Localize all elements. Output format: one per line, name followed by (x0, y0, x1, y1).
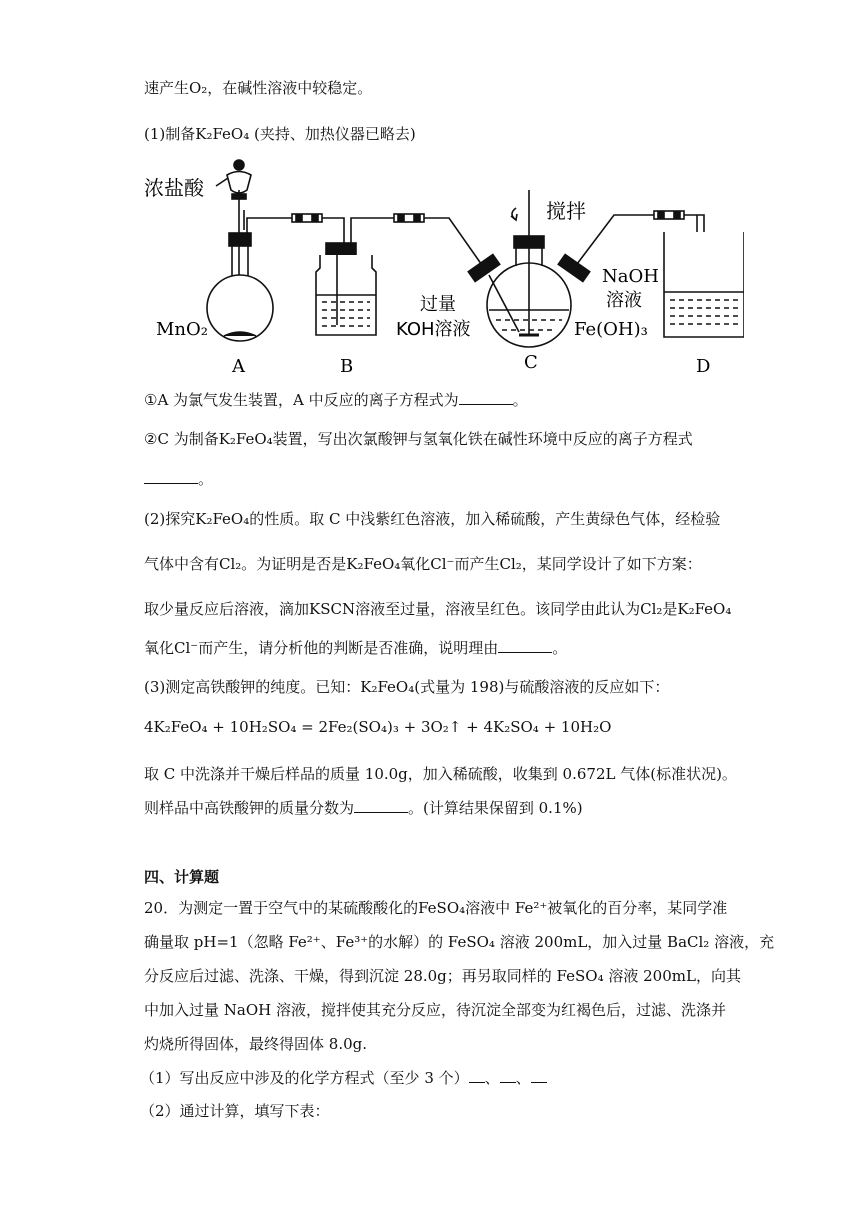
label-d: D (696, 356, 711, 377)
label-b: B (340, 356, 354, 377)
problem-20-part-2: （2）通过计算，填写下表： (140, 1102, 330, 1120)
label-excess: 过量 (420, 294, 456, 315)
flask-a (207, 210, 273, 341)
label-stir: 搅拌 (546, 199, 586, 223)
label-c: C (524, 352, 538, 373)
bottle-b (316, 218, 394, 335)
problem-20-part-1: （1）写出反应中涉及的化学方程式（至少 3 个） 、 、 (140, 1067, 547, 1088)
answer-blank[interactable] (144, 471, 198, 484)
problem-20-line-1: 20．为测定一置于空气中的某硫酸酸化的FeSO₄溶液中 Fe²⁺被氧化的百分率，某同学准 (144, 899, 728, 917)
question-1a: ①A 为氯气发生装置，A 中反应的离子方程式为 。 (144, 391, 528, 409)
problem-20-line-3: 分反应后过滤、洗涤、干燥，得到沉淀 28.0g；再另取同样的 FeSO₄ 溶液 200mL，向其 (144, 967, 741, 985)
question-2c: 取少量反应后溶液，滴加KSCN溶液至过量，溶液呈红色。该同学由此认为Cl₂是K₂FeO₄ (144, 600, 732, 618)
question-3c: 则样品中高铁酸钾的质量分数为 。(计算结果保留到 0.1%) (144, 799, 583, 817)
answer-blank[interactable] (469, 1070, 485, 1083)
label-a: A (232, 356, 245, 377)
section-heading: 四、计算题 (144, 868, 220, 886)
label-naoh-solution: 溶液 (606, 290, 642, 311)
answer-blank[interactable] (500, 1070, 516, 1083)
beaker-d (664, 232, 744, 337)
question-3a: (3)测定高铁酸钾的纯度。已知：K₂FeO₄(式量为 198)与硫酸溶液的反应如下： (144, 678, 670, 696)
question-1b: ②C 为制备K₂FeO₄装置，写出次氯酸钾与氢氧化铁在碱性环境中反应的离子方程式 (144, 430, 693, 448)
problem-20-line-2: 确量取 pH=1（忽略 Fe²⁺、Fe³⁺的水解）的 FeSO₄ 溶液 200mL，加入过量 BaCl₂ 溶液，充 (144, 933, 775, 951)
equation: 4K₂FeO₄ + 10H₂SO₄ = 2Fe₂(SO₄)₃ + 3O₂↑ + 4K₂SO₄ + 10H₂O (144, 718, 612, 736)
label-naoh: NaOH (602, 266, 659, 287)
problem-20-line-4: 中加入过量 NaOH 溶液，搅拌使其充分反应，待沉淀全部变为红褐色后，过滤、洗涤并 (144, 1001, 726, 1019)
question-2b: 气体中含有Cl₂。为证明是否是K₂FeO₄氧化Cl⁻而产生Cl₂，某同学设计了如下方案： (144, 555, 702, 573)
question-3b: 取 C 中洗涤并干燥后样品的质量 10.0g，加入稀硫酸，收集到 0.672L 气体(标准状况)。 (144, 765, 737, 783)
label-feoh3: Fe(OH)₃ (574, 319, 648, 340)
problem-20-line-5: 灼烧所得固体，最终得固体 8.0g. (144, 1035, 367, 1053)
label-mno2: MnO₂ (156, 319, 208, 340)
text-line-1: 速产生O₂，在碱性溶液中较稳定。 (144, 79, 373, 97)
label-koh-solution: KOH溶液 (396, 319, 471, 340)
answer-blank[interactable] (531, 1070, 547, 1083)
question-1b-blank: 。 (144, 468, 213, 489)
label-hcl: 浓盐酸 (144, 176, 204, 200)
text-part1-heading: (1)制备K₂FeO₄ (夹持、加热仪器已略去) (144, 125, 416, 143)
question-2d: 氧化Cl⁻而产生，请分析他的判断是否准确，说明理由 。 (144, 639, 568, 657)
answer-blank[interactable] (354, 800, 408, 813)
apparatus-diagram (144, 150, 744, 380)
answer-blank[interactable] (459, 392, 513, 405)
question-2a: (2)探究K₂FeO₄的性质。取 C 中浅紫红色溶液，加入稀硫酸，产生黄绿色气体，经检验 (144, 510, 721, 528)
answer-blank[interactable] (498, 640, 552, 653)
